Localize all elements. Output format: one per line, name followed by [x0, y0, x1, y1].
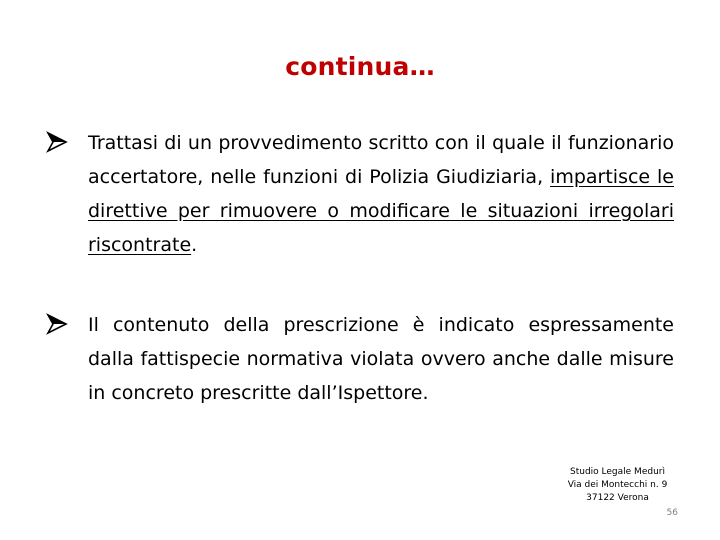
slide-title: continua…	[285, 52, 435, 81]
bullet-item	[46, 126, 674, 262]
bullet-text: Il contenuto della prescrizione è indicato espressamente dalla fattispecie normativa violata ovvero anche dalle misure in concreto prescritte dall’Ispettore.	[88, 314, 674, 404]
bullet-text-underlined: impartisce le direttive per rimuovere o modificare le situazioni irregolari riscontrate	[88, 166, 674, 256]
page-number: 56	[666, 508, 678, 518]
arrowhead-bullet-icon	[46, 313, 68, 335]
footer-address	[560, 466, 675, 505]
bullet-text-period: .	[191, 234, 198, 256]
footer-firm-name: Studio Legale Medurì	[570, 467, 665, 477]
arrowhead-bullet-icon	[46, 131, 68, 153]
footer-city: 37122 Verona	[586, 493, 649, 503]
bullet-item	[46, 308, 674, 410]
bullet-text	[88, 126, 674, 262]
footer-street: Via dei Montecchi n. 9	[567, 480, 668, 490]
bullet-text-plain: Trattasi di un provvedimento scritto con il quale il funzionario accertatore, nelle funzioni di Polizia Giudiziaria,	[88, 132, 674, 188]
